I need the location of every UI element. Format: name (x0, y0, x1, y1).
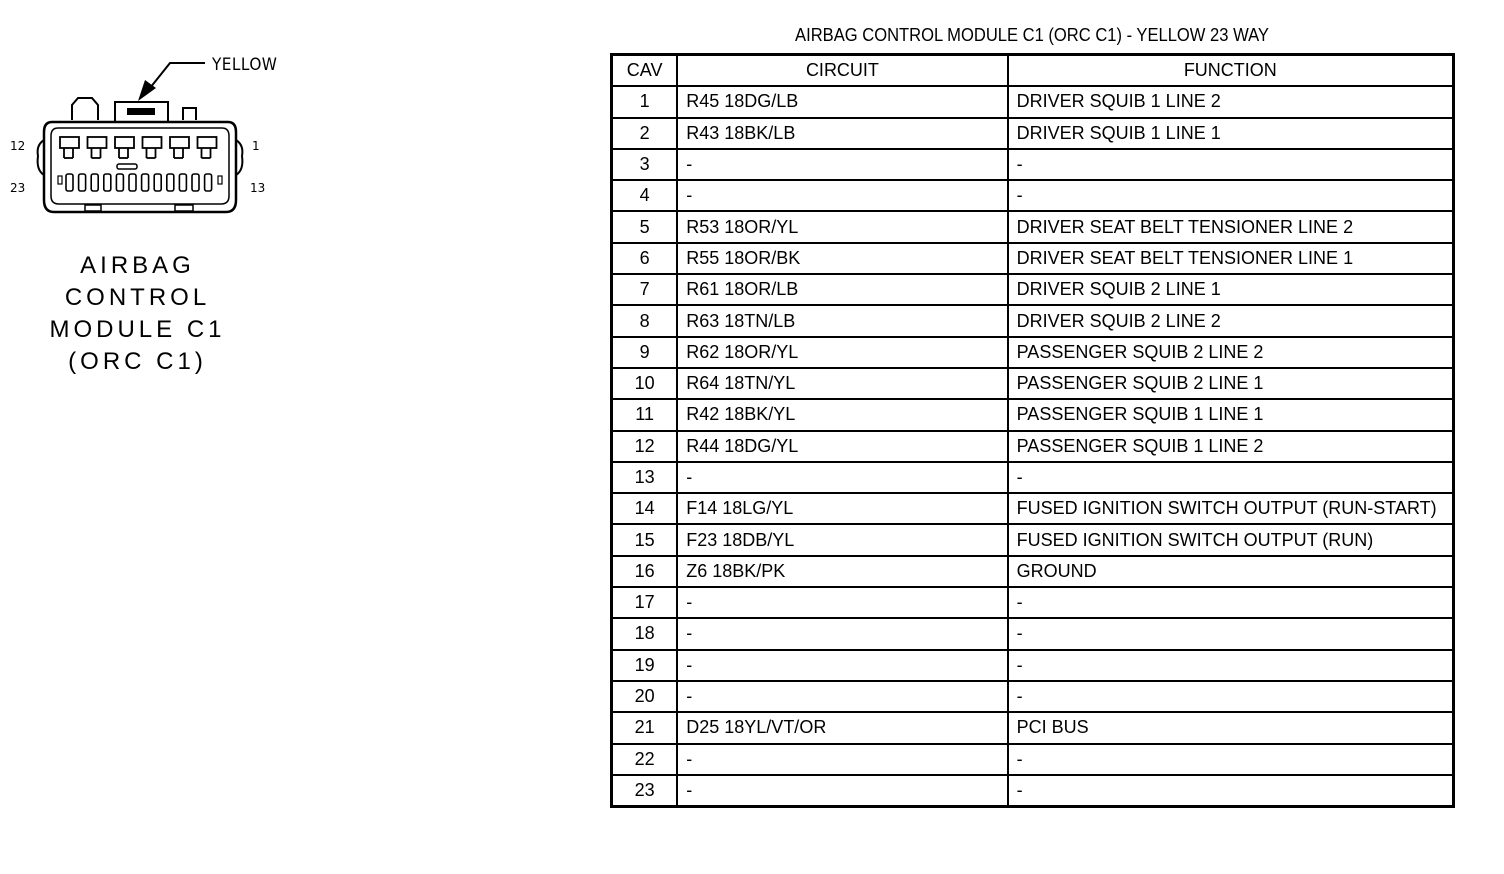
cav-cell: 17 (612, 587, 678, 618)
center-key (117, 164, 137, 169)
circuit-cell: - (677, 149, 1007, 180)
circuit-cell: - (677, 775, 1007, 807)
circuit-cell: - (677, 650, 1007, 681)
cav-cell: 9 (612, 337, 678, 368)
cav-cell: 8 (612, 305, 678, 336)
circuit-cell: R61 18OR/LB (677, 274, 1007, 305)
table-header-row (612, 55, 1454, 87)
cav-cell: 13 (612, 462, 678, 493)
function-cell: - (1008, 587, 1454, 618)
connector-lock-slot (127, 108, 155, 115)
table-title: AIRBAG CONTROL MODULE C1 (ORC C1) - YELLOW 23 WAY (795, 25, 1269, 45)
table-row (612, 337, 1454, 368)
callout-leader-line (150, 63, 205, 88)
cav-cell: 10 (612, 368, 678, 399)
function-cell: - (1008, 618, 1454, 649)
upper-terminal (115, 137, 134, 158)
circuit-cell: R55 18OR/BK (677, 243, 1007, 274)
cav-cell: 19 (612, 650, 678, 681)
function-cell: FUSED IGNITION SWITCH OUTPUT (RUN) (1008, 524, 1454, 555)
connector-body-outer (44, 122, 236, 212)
table-row (612, 556, 1454, 587)
table-row (612, 368, 1454, 399)
table-row (612, 305, 1454, 336)
table-row (612, 587, 1454, 618)
upper-terminal-row (60, 137, 217, 158)
circuit-cell: - (677, 462, 1007, 493)
connector-name-line: CONTROL (64, 284, 211, 311)
circuit-cell: F23 18DB/YL (677, 524, 1007, 555)
table-row (612, 524, 1454, 555)
cav-cell: 6 (612, 243, 678, 274)
function-cell: - (1008, 681, 1454, 712)
cav-cell: 2 (612, 118, 678, 149)
function-cell: DRIVER SQUIB 2 LINE 1 (1008, 274, 1454, 305)
cavity-label-12: 12 (10, 139, 26, 153)
lower-terminal (91, 174, 98, 191)
circuit-cell: F14 18LG/YL (677, 493, 1007, 524)
function-cell: - (1008, 149, 1454, 180)
function-cell: PASSENGER SQUIB 1 LINE 1 (1008, 399, 1454, 430)
lower-terminal (167, 174, 174, 191)
circuit-cell: R42 18BK/YL (677, 399, 1007, 430)
table-row (612, 86, 1454, 117)
circuit-cell: - (677, 681, 1007, 712)
cav-cell: 14 (612, 493, 678, 524)
table-row (612, 462, 1454, 493)
connector-body-inner (51, 128, 229, 204)
table-row (612, 180, 1454, 211)
lower-terminal (66, 174, 73, 191)
function-cell: DRIVER SEAT BELT TENSIONER LINE 2 (1008, 211, 1454, 242)
pinout-table (610, 53, 1455, 808)
table-row (612, 493, 1454, 524)
cav-cell: 16 (612, 556, 678, 587)
upper-terminal (170, 137, 189, 158)
connector-right-tab (183, 108, 196, 120)
circuit-cell: D25 18YL/VT/OR (677, 712, 1007, 743)
table-row (612, 712, 1454, 743)
table-row (612, 274, 1454, 305)
cavity-label-23: 23 (10, 181, 26, 195)
cav-cell: 5 (612, 211, 678, 242)
header-circuit: CIRCUIT (677, 55, 1007, 87)
connector-name-line: AIRBAG (80, 252, 195, 279)
function-cell: PASSENGER SQUIB 1 LINE 2 (1008, 431, 1454, 462)
lower-terminal (129, 174, 136, 191)
lower-terminal (205, 174, 212, 191)
header-cav: CAV (612, 55, 678, 87)
cav-cell: 4 (612, 180, 678, 211)
lower-terminal (154, 174, 161, 191)
function-cell: PASSENGER SQUIB 2 LINE 2 (1008, 337, 1454, 368)
upper-terminal (143, 137, 162, 158)
cav-cell: 20 (612, 681, 678, 712)
connector-foot-left (85, 205, 101, 211)
cavity-label-1: 1 (252, 139, 260, 153)
lower-terminal (142, 174, 149, 191)
function-cell: DRIVER SQUIB 2 LINE 2 (1008, 305, 1454, 336)
lower-terminal (104, 174, 111, 191)
terminal-end-marker (218, 176, 222, 184)
table-row (612, 618, 1454, 649)
table-row (612, 211, 1454, 242)
function-cell: PCI BUS (1008, 712, 1454, 743)
table-row (612, 744, 1454, 775)
function-cell: GROUND (1008, 556, 1454, 587)
connector-diagram (0, 0, 600, 420)
cav-cell: 15 (612, 524, 678, 555)
lower-terminal (192, 174, 199, 191)
function-cell: - (1008, 744, 1454, 775)
header-function: FUNCTION (1008, 55, 1454, 87)
cav-cell: 18 (612, 618, 678, 649)
cav-cell: 12 (612, 431, 678, 462)
upper-terminal (198, 137, 217, 158)
connector-foot-right (175, 205, 193, 211)
cav-cell: 7 (612, 274, 678, 305)
function-cell: PASSENGER SQUIB 2 LINE 1 (1008, 368, 1454, 399)
circuit-cell: - (677, 587, 1007, 618)
circuit-cell: R64 18TN/YL (677, 368, 1007, 399)
function-cell: DRIVER SQUIB 1 LINE 2 (1008, 86, 1454, 117)
table-row (612, 681, 1454, 712)
lower-terminal (116, 174, 123, 191)
table-row (612, 243, 1454, 274)
function-cell: - (1008, 775, 1454, 807)
function-cell: DRIVER SQUIB 1 LINE 1 (1008, 118, 1454, 149)
circuit-cell: - (677, 744, 1007, 775)
circuit-cell: R62 18OR/YL (677, 337, 1007, 368)
connector-color-label: YELLOW (212, 55, 278, 75)
connector-name (40, 250, 235, 378)
lower-terminal (79, 174, 86, 191)
table-row (612, 775, 1454, 807)
table-row (612, 650, 1454, 681)
table-row (612, 149, 1454, 180)
circuit-cell: R63 18TN/LB (677, 305, 1007, 336)
circuit-cell: - (677, 618, 1007, 649)
circuit-cell: R44 18DG/YL (677, 431, 1007, 462)
upper-terminal (88, 137, 107, 158)
circuit-cell: R43 18BK/LB (677, 118, 1007, 149)
table-row (612, 399, 1454, 430)
cav-cell: 23 (612, 775, 678, 807)
function-cell: FUSED IGNITION SWITCH OUTPUT (RUN-START) (1008, 493, 1454, 524)
function-cell: - (1008, 462, 1454, 493)
connector-left-tab (72, 98, 98, 120)
upper-terminal (60, 137, 79, 158)
function-cell: - (1008, 180, 1454, 211)
lower-terminal (179, 174, 186, 191)
cav-cell: 11 (612, 399, 678, 430)
terminal-end-marker (58, 176, 62, 184)
function-cell: DRIVER SEAT BELT TENSIONER LINE 1 (1008, 243, 1454, 274)
pinout-table-body (612, 86, 1454, 806)
circuit-cell: Z6 18BK/PK (677, 556, 1007, 587)
cav-cell: 22 (612, 744, 678, 775)
lower-terminal-row (58, 174, 222, 191)
cav-cell: 1 (612, 86, 678, 117)
circuit-cell: R53 18OR/YL (677, 211, 1007, 242)
circuit-cell: - (677, 180, 1007, 211)
connector-name-line: MODULE C1 (49, 316, 226, 343)
table-row (612, 118, 1454, 149)
cavity-label-13: 13 (250, 181, 266, 195)
function-cell: - (1008, 650, 1454, 681)
cav-cell: 3 (612, 149, 678, 180)
table-row (612, 431, 1454, 462)
connector-name-line: (ORC C1) (68, 348, 207, 375)
circuit-cell: R45 18DG/LB (677, 86, 1007, 117)
cav-cell: 21 (612, 712, 678, 743)
